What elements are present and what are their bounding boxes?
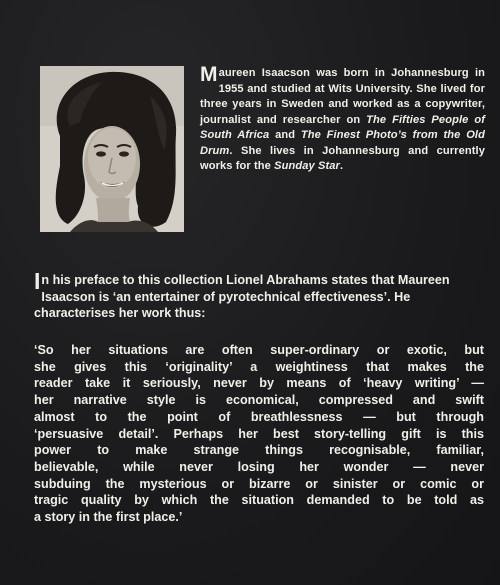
bio-text-1: aureen Isaacson was born in Johannesburg in 1955 and studied at Wits University. She lived for three years in Sweden and worked as a copywriter, journalist and researcher on bbox=[200, 67, 485, 126]
quote-line: reader take it seriously, never by means of ‘heavy writing’ — bbox=[34, 376, 484, 391]
quote-line: she gives this ‘originality’ a weightiness that makes the bbox=[34, 359, 484, 374]
quote-line: almost to the point of breathlessness — but through bbox=[34, 409, 484, 424]
preface-quote bbox=[34, 342, 484, 526]
bio-title-3: Sunday Star bbox=[274, 160, 340, 172]
bio-text-4: . bbox=[339, 160, 344, 172]
quote-line: subduing the mysterious or bizarre or sinister or comic or bbox=[34, 476, 484, 491]
bio-dropcap: M bbox=[200, 63, 218, 86]
intro-text: n his preface to this collection Lionel Abrahams states that Maureen Isaacson is ‘an entertainer of pyrotechnical effectiveness’. He characterises her work thus: bbox=[34, 273, 450, 320]
quote-line: her narrative style is economical, compressed and swift bbox=[34, 393, 484, 408]
author-bio bbox=[200, 63, 485, 175]
bio-text-3: . She lives in Johannesburg and currently works for the bbox=[200, 144, 485, 172]
quote-line: a story in the first place.’ bbox=[34, 510, 183, 525]
quote-line: tragic quality by which the situation demanded to be told as bbox=[34, 493, 484, 508]
bio-title-1: The Fifties People of South Africa bbox=[200, 113, 485, 141]
preface-intro bbox=[34, 268, 484, 322]
quote-line: ‘persuasive detail’. Perhaps her best story-telling gift is this bbox=[34, 426, 484, 441]
bio-text-2: and bbox=[269, 129, 301, 141]
quote-line: believable, while never losing her wonder — never bbox=[34, 459, 484, 474]
author-photo bbox=[40, 66, 184, 232]
quote-line: ‘So her situations are often super-ordinary or exotic, but bbox=[34, 343, 484, 357]
bio-title-2: The Finest Photo’s from the Old Drum bbox=[200, 129, 485, 157]
quote-line: power to make strange things recognisable, familiar, bbox=[34, 443, 484, 458]
intro-dropcap: I bbox=[34, 268, 41, 294]
